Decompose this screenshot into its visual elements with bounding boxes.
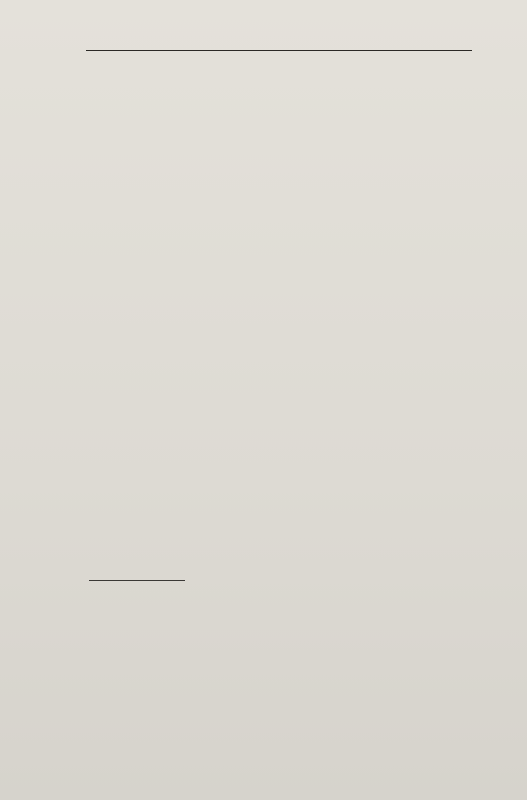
footnote-rule [89, 580, 185, 581]
header-rule [86, 50, 472, 51]
